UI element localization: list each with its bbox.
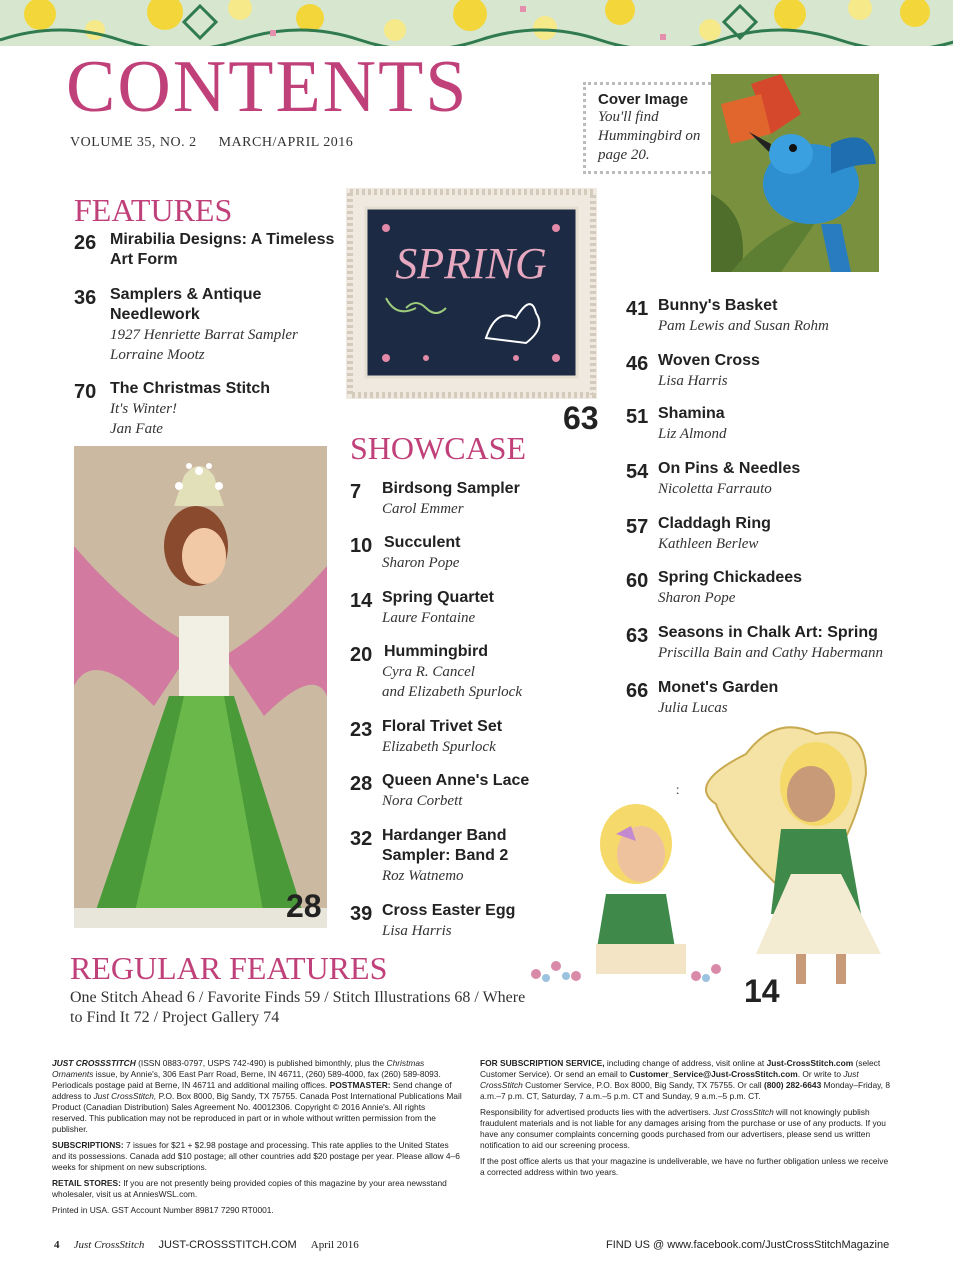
cover-image-heading: Cover Image: [598, 91, 689, 108]
entry-author: Sharon Pope: [382, 555, 460, 571]
entry-page: 14: [350, 590, 373, 612]
kids-image: [516, 714, 912, 986]
entry-page: 32: [350, 828, 373, 850]
entry-page: 46: [626, 353, 649, 375]
entry-title: Seasons in Chalk Art: Spring: [658, 624, 878, 641]
entry-title: Spring Chickadees: [658, 569, 803, 586]
entry-title: Bunny's Basket: [658, 297, 778, 314]
subscription-service-paragraph: [480, 1058, 892, 1102]
entry-author: Elizabeth Spurlock: [382, 739, 496, 755]
text: Send change of address to: [52, 1080, 452, 1101]
entry-author: Nicoletta Farrauto: [658, 481, 772, 497]
entry-author: Kathleen Berlew: [658, 536, 759, 552]
retail-label: RETAIL STORES:: [52, 1178, 121, 1188]
showcase-entry[interactable]: [626, 623, 926, 663]
entry-title: Hummingbird: [384, 643, 488, 660]
entry-title: Succulent: [384, 534, 461, 551]
showcase-entry[interactable]: [350, 533, 650, 573]
showcase-entry[interactable]: [626, 514, 926, 554]
entry-page: 70: [74, 381, 97, 403]
entry-author: and Elizabeth Spurlock: [382, 684, 522, 700]
footer-left: [54, 1239, 359, 1251]
entry-page: 28: [350, 773, 373, 795]
text: Christmas Ornaments: [52, 1058, 425, 1079]
entry-subtitle: 1927 Henriette Barrat Sampler: [110, 327, 298, 343]
text: . Or write to: [797, 1069, 844, 1079]
text: (select Customer Service). Or send an email to: [480, 1058, 881, 1079]
text: (ISSN 0883-0797, USPS 742-490) is published bimonthly, plus the: [135, 1058, 387, 1068]
retail-paragraph: [52, 1178, 462, 1200]
entry-page: 41: [626, 298, 649, 320]
spring-chalk-art: [346, 188, 597, 399]
fairy-art: [74, 446, 327, 928]
entry-page: 57: [626, 516, 649, 538]
issue-line: [70, 135, 353, 151]
entry-author: Carol Emmer: [382, 501, 464, 517]
subscriptions-label: SUBSCRIPTIONS:: [52, 1140, 124, 1150]
text: will not knowingly publish fraudulent materials and is not liable for any damages arising from the purchase or use of any products. If you have any consumer complaints concerning goods purchased from our advertisers, please send us written notification to aid our screening process.: [480, 1107, 886, 1150]
showcase-entry[interactable]: [626, 678, 926, 718]
text: Responsibility for advertised products lies with the advertisers.: [480, 1107, 714, 1117]
spring-chalk-image: [346, 188, 597, 399]
spring-image-page: 63: [563, 400, 599, 436]
entry-page: 51: [626, 406, 649, 428]
entry-title: Spring Quartet: [382, 589, 495, 606]
entry-title: Mirabilia Designs: A Timeless Art Form: [110, 231, 335, 268]
fairy-image-page: 28: [286, 888, 322, 924]
text: 7 issues for $21 + $2.98 postage and processing. This rate applies to the United States and its possessions. Canada add $10 postage; all other countries add $20 postage per year. Please allow 4–6 weeks for shipment on new subscriptions.: [52, 1140, 460, 1172]
showcase-entry[interactable]: [350, 479, 650, 519]
subscription-service-label: FOR SUBSCRIPTION SERVICE,: [480, 1058, 605, 1068]
text: Customer Service, P.O. Box 8000, Big Sandy, TX 75755. Or call: [522, 1080, 764, 1090]
entry-title: Hardanger Band Sampler: Band 2: [382, 827, 509, 864]
website-link[interactable]: Just-CrossStitch.com: [766, 1058, 854, 1068]
fairy-image: [74, 446, 327, 928]
showcase-entry[interactable]: [350, 642, 650, 702]
showcase-entry[interactable]: [626, 351, 926, 391]
post-office-paragraph: If the post office alerts us that your magazine is undeliverable, we have no further obligation unless we receive a corrected address within two years.: [480, 1156, 889, 1177]
volume-number: VOLUME 35, NO. 2: [70, 135, 197, 150]
entry-title: Woven Cross: [658, 352, 760, 369]
entry-author: Priscilla Bain and Cathy Habermann: [658, 645, 883, 661]
stitch-band-art: [0, 0, 953, 46]
text: including change of address, visit online at: [604, 1058, 767, 1068]
kids-art: [516, 714, 912, 986]
entry-title: The Christmas Stitch: [110, 380, 271, 397]
entry-author: Liz Almond: [658, 426, 727, 442]
entry-author: Lorraine Mootz: [110, 347, 205, 363]
publication-info-left: [52, 1058, 462, 1221]
text: Just CrossStitch,: [93, 1091, 157, 1101]
text: Just CrossStitch: [480, 1069, 859, 1090]
text: Just CrossStitch: [713, 1107, 774, 1117]
entry-subtitle: It's Winter!: [110, 401, 177, 417]
features-entry[interactable]: [74, 285, 374, 365]
entry-page: 20: [350, 644, 373, 666]
phone-number: (800) 282-6643: [763, 1080, 822, 1090]
features-entry[interactable]: [74, 230, 374, 270]
publication-info-right: [480, 1058, 892, 1183]
footer-website[interactable]: JUST-CROSSSTITCH.COM: [158, 1239, 297, 1251]
footer-social-link[interactable]: FIND US @ www.facebook.com/JustCrossStitchMagazine: [606, 1239, 890, 1251]
showcase-entry[interactable]: [626, 459, 926, 499]
hummingbird-art: [711, 74, 879, 272]
email-link[interactable]: Customer_Service@Just-CrossStitch.com: [629, 1069, 798, 1079]
entry-author: Laure Fontaine: [382, 610, 476, 626]
entry-title: On Pins & Needles: [658, 460, 801, 477]
entry-title: Cross Easter Egg: [382, 902, 516, 919]
entry-page: 23: [350, 719, 373, 741]
entry-author: Lisa Harris: [382, 923, 452, 939]
svg-text:ː: ː: [676, 783, 681, 797]
showcase-entry[interactable]: [626, 568, 926, 608]
entry-author: Lisa Harris: [658, 373, 728, 389]
entry-title: Shamina: [658, 405, 725, 422]
entry-page: 63: [626, 625, 649, 647]
showcase-entry[interactable]: [626, 404, 926, 444]
regular-features-heading: REGULAR FEATURES: [70, 950, 388, 986]
entry-author: Pam Lewis and Susan Rohm: [658, 318, 829, 334]
entry-page: 7: [350, 481, 362, 503]
decorative-stitch-band: [0, 0, 953, 46]
entry-page: 60: [626, 570, 649, 592]
text: Monday–Friday, 8 a.m.–7 p.m. CT, Saturday, 7 a.m.–5 p.m. CT and Sunday, 9 a.m.–5 p.m. CT.: [480, 1080, 890, 1101]
entry-title: Birdsong Sampler: [382, 480, 520, 497]
entry-page: 26: [74, 232, 97, 254]
spring-word: SPRING: [395, 239, 547, 288]
entry-author: Julia Lucas: [658, 700, 728, 716]
entry-page: 10: [350, 535, 373, 557]
entry-page: 54: [626, 461, 649, 483]
footer-magazine: Just CrossStitch: [73, 1239, 145, 1251]
entry-title: Floral Trivet Set: [382, 718, 503, 735]
features-heading: FEATURES: [74, 192, 233, 228]
showcase-entry[interactable]: [626, 296, 926, 336]
page-title: CONTENTS: [66, 46, 469, 128]
responsibility-paragraph: [480, 1107, 892, 1151]
entry-page: 36: [74, 287, 97, 309]
footer-issue: April 2016: [310, 1239, 359, 1251]
magazine-name: JUST CROSSSTITCH: [52, 1058, 136, 1068]
text: issue, by Annie's, 306 East Parr Road, Berne, IN 46711, (260) 589-4000, fax (260) 589-8093. Periodicals postage paid at Berne, IN 46711 and additional mailing offices.: [52, 1069, 441, 1090]
printed-paragraph: Printed in USA. GST Account Number 89817 7290 RT0001.: [52, 1205, 274, 1215]
entry-author: Roz Watnemo: [382, 868, 464, 884]
showcase-entry[interactable]: [350, 588, 650, 628]
features-entry[interactable]: [74, 379, 374, 439]
entry-page: 66: [626, 680, 649, 702]
subscriptions-paragraph: [52, 1140, 462, 1173]
showcase-heading: SHOWCASE: [350, 430, 527, 466]
entry-title: Claddagh Ring: [658, 515, 771, 532]
entry-title: Monet's Garden: [658, 679, 779, 696]
cover-image-text: You'll find Hummingbird on page 20.: [598, 109, 701, 163]
postmaster-label: POSTMASTER:: [329, 1080, 391, 1090]
publication-paragraph: [52, 1058, 462, 1135]
text: If you are not presently being provided copies of this magazine by your area newsstand wholesaler, visit us at AnniesWSL.com.: [52, 1178, 447, 1199]
entry-author: Cyra R. Cancel: [382, 664, 475, 680]
kids-image-page: 14: [744, 973, 780, 1009]
cover-image-note: [583, 82, 711, 174]
footer-page-number: 4: [54, 1239, 60, 1251]
entry-author: Jan Fate: [110, 421, 163, 437]
entry-title: Samplers & Antique Needlework: [110, 286, 262, 323]
issue-date: MARCH/APRIL 2016: [218, 135, 354, 150]
regular-features-list: One Stitch Ahead 6 / Favorite Finds 59 / Stitch Illustrations 68 / Where to Find It 72 / Project Gallery 74: [70, 989, 526, 1026]
entry-author: Nora Corbett: [382, 793, 463, 809]
entry-page: 39: [350, 903, 373, 925]
hummingbird-image: [711, 74, 879, 272]
entry-title: Queen Anne's Lace: [382, 772, 530, 789]
text: P.O. Box 8000, Big Sandy, TX 75755. Canada Post International Publications Mail Product (Canadian Distribution) Sales Agreement No. 40012306. Copyright © 2016 Annie's. All rights reserved. This publication may not be reproduced in part or in whole without written permission from the publisher.: [52, 1091, 462, 1134]
entry-author: Sharon Pope: [658, 590, 736, 606]
